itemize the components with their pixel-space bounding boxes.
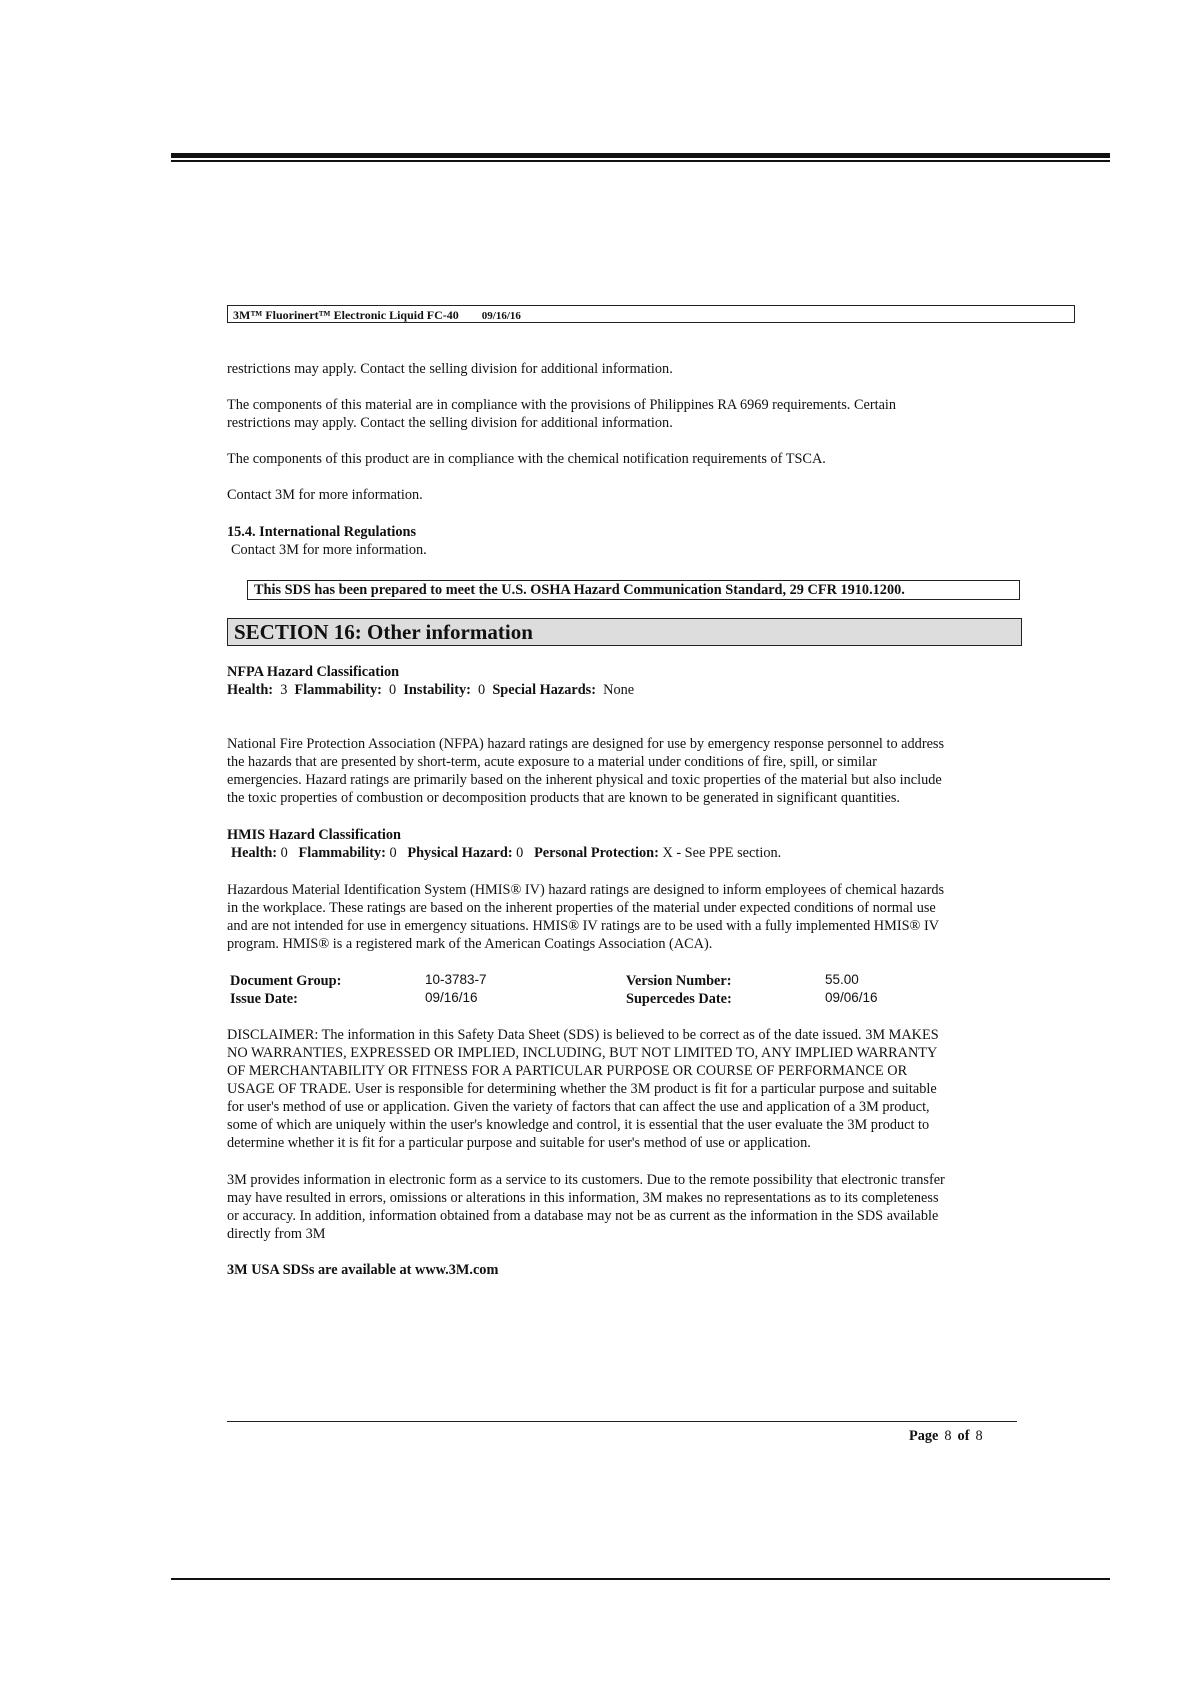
- nfpa-heading: NFPA Hazard Classification: [227, 664, 400, 680]
- disclaimer-line4: USAGE OF TRADE. User is responsible for determining whether the 3M product is fit for a particular purpose and suitable: [227, 1081, 937, 1097]
- paragraph-philippines-line2: restrictions may apply. Contact the selling division for additional information.: [227, 415, 673, 431]
- nfpa-description-line2: the hazards that are presented by short-term, acute exposure to a material under conditions of fire, spill, or similar: [227, 754, 877, 770]
- disclaimer-line2: NO WARRANTIES, EXPRESSED OR IMPLIED, INCLUDING, BUT NOT LIMITED TO, ANY IMPLIED WARRANTY: [227, 1045, 938, 1061]
- disclaimer-line1: DISCLAIMER: The information in this Safety Data Sheet (SDS) is believed to be correct as of the date issued. 3M MAKES: [227, 1027, 939, 1043]
- hmis-physical-label: Physical Hazard:: [407, 845, 513, 861]
- hmis-flammability-label: Flammability:: [298, 845, 386, 861]
- hmis-description-line4: program. HMIS® is a registered mark of the American Coatings Association (ACA).: [227, 936, 713, 952]
- paragraph-restrictions: restrictions may apply. Contact the selling division for additional information.: [227, 361, 673, 377]
- hmis-ratings: [231, 844, 781, 862]
- version-number-value: 55.00: [825, 972, 859, 987]
- nfpa-special-label: Special Hazards:: [492, 682, 597, 698]
- header-date: 09/16/16: [481, 310, 521, 322]
- page-label: Page: [909, 1428, 939, 1444]
- nfpa-instability-value: 0: [478, 682, 486, 698]
- hmis-ppe-label: Personal Protection:: [534, 845, 659, 861]
- osha-notice: This SDS has been prepared to meet the U.S. OSHA Hazard Communication Standard, 29 CFR 1910.1200.: [247, 580, 1020, 600]
- page-total: 8: [975, 1428, 983, 1444]
- supercedes-date-value: 09/06/16: [825, 990, 878, 1005]
- version-number-label: Version Number:: [626, 973, 732, 989]
- top-border-thin: [171, 160, 1110, 162]
- electronic-line4: directly from 3M: [227, 1226, 326, 1242]
- of-label: of: [957, 1428, 970, 1444]
- hmis-health-value: 0: [280, 845, 288, 861]
- nfpa-description-line1: National Fire Protection Association (NFPA) hazard ratings are designed for use by emergency response personnel to address: [227, 736, 945, 752]
- nfpa-flammability-value: 0: [389, 682, 397, 698]
- document-group-value: 10-3783-7: [425, 972, 487, 987]
- nfpa-instability-label: Instability:: [403, 682, 471, 698]
- issue-date-label: Issue Date:: [230, 991, 298, 1007]
- hmis-ppe-value: X - See PPE section.: [662, 845, 782, 861]
- footer-rule: [227, 1421, 1017, 1422]
- disclaimer-line7: determine whether it is fit for a particular purpose and suitable for user's method of use or application.: [227, 1135, 811, 1151]
- paragraph-tsca: The components of this product are in compliance with the chemical notification requirements of TSCA.: [227, 451, 826, 467]
- hmis-heading: HMIS Hazard Classification: [227, 827, 401, 843]
- document-header: [227, 305, 1075, 323]
- hmis-description-line3: and are not intended for use in emergency situations. HMIS® IV ratings are to be used with a fully implemented HMIS® IV: [227, 918, 940, 934]
- electronic-line1: 3M provides information in electronic form as a service to its customers. Due to the remote possibility that electronic transfer: [227, 1172, 945, 1188]
- nfpa-ratings: [227, 681, 634, 699]
- nfpa-flammability-label: Flammability:: [294, 682, 382, 698]
- paragraph-philippines-line1: The components of this material are in compliance with the provisions of Philippines RA 6969 requirements. Certain: [227, 397, 897, 413]
- issue-date-value: 09/16/16: [425, 990, 478, 1005]
- top-border-thick: [171, 153, 1110, 158]
- nfpa-description-line4: the toxic properties of combustion or decomposition products that are known to be generated in significant quantities.: [227, 790, 900, 806]
- section-16-title: SECTION 16: Other information: [227, 618, 1022, 646]
- nfpa-health-label: Health:: [227, 682, 274, 698]
- hmis-health-label: Health:: [231, 845, 278, 861]
- supercedes-date-label: Supercedes Date:: [626, 991, 732, 1007]
- disclaimer-line3: OF MERCHANTABILITY OR FITNESS FOR A PARTICULAR PURPOSE OR COURSE OF PERFORMANCE OR: [227, 1063, 908, 1079]
- disclaimer-line6: some of which are uniquely within the user's knowledge and control, it is essential that the user evaluate the 3M product to: [227, 1117, 930, 1133]
- hmis-physical-value: 0: [516, 845, 524, 861]
- hmis-description-line2: in the workplace. These ratings are based on the inherent properties of the material under expected conditions of normal use: [227, 900, 936, 916]
- page-current: 8: [944, 1428, 952, 1444]
- bottom-border: [171, 1578, 1110, 1580]
- product-name: 3M™ Fluorinert™ Electronic Liquid FC-40: [233, 308, 459, 322]
- nfpa-health-value: 3: [280, 682, 288, 698]
- intl-regulations-heading: 15.4. International Regulations: [227, 524, 417, 540]
- nfpa-special-value: None: [603, 682, 635, 698]
- intl-regulations-text: Contact 3M for more information.: [231, 542, 427, 558]
- electronic-line2: may have resulted in errors, omissions or alterations in this information, 3M makes no representations as to its completeness: [227, 1190, 939, 1206]
- page-number: [909, 1428, 989, 1445]
- nfpa-description-line3: emergencies. Hazard ratings are primarily based on the inherent physical and toxic properties of the material but also include: [227, 772, 942, 788]
- disclaimer-line5: for user's method of use or application. Given the variety of factors that can affect the use and application of a 3M product,: [227, 1099, 930, 1115]
- hmis-flammability-value: 0: [389, 845, 397, 861]
- sds-availability: 3M USA SDSs are available at www.3M.com: [227, 1262, 499, 1278]
- document-group-label: Document Group:: [230, 973, 342, 989]
- paragraph-contact: Contact 3M for more information.: [227, 487, 423, 503]
- hmis-description-line1: Hazardous Material Identification System (HMIS® IV) hazard ratings are designed to inform employees of chemical hazards: [227, 882, 945, 898]
- electronic-line3: or accuracy. In addition, information obtained from a database may not be as current as the information in the SDS available: [227, 1208, 939, 1224]
